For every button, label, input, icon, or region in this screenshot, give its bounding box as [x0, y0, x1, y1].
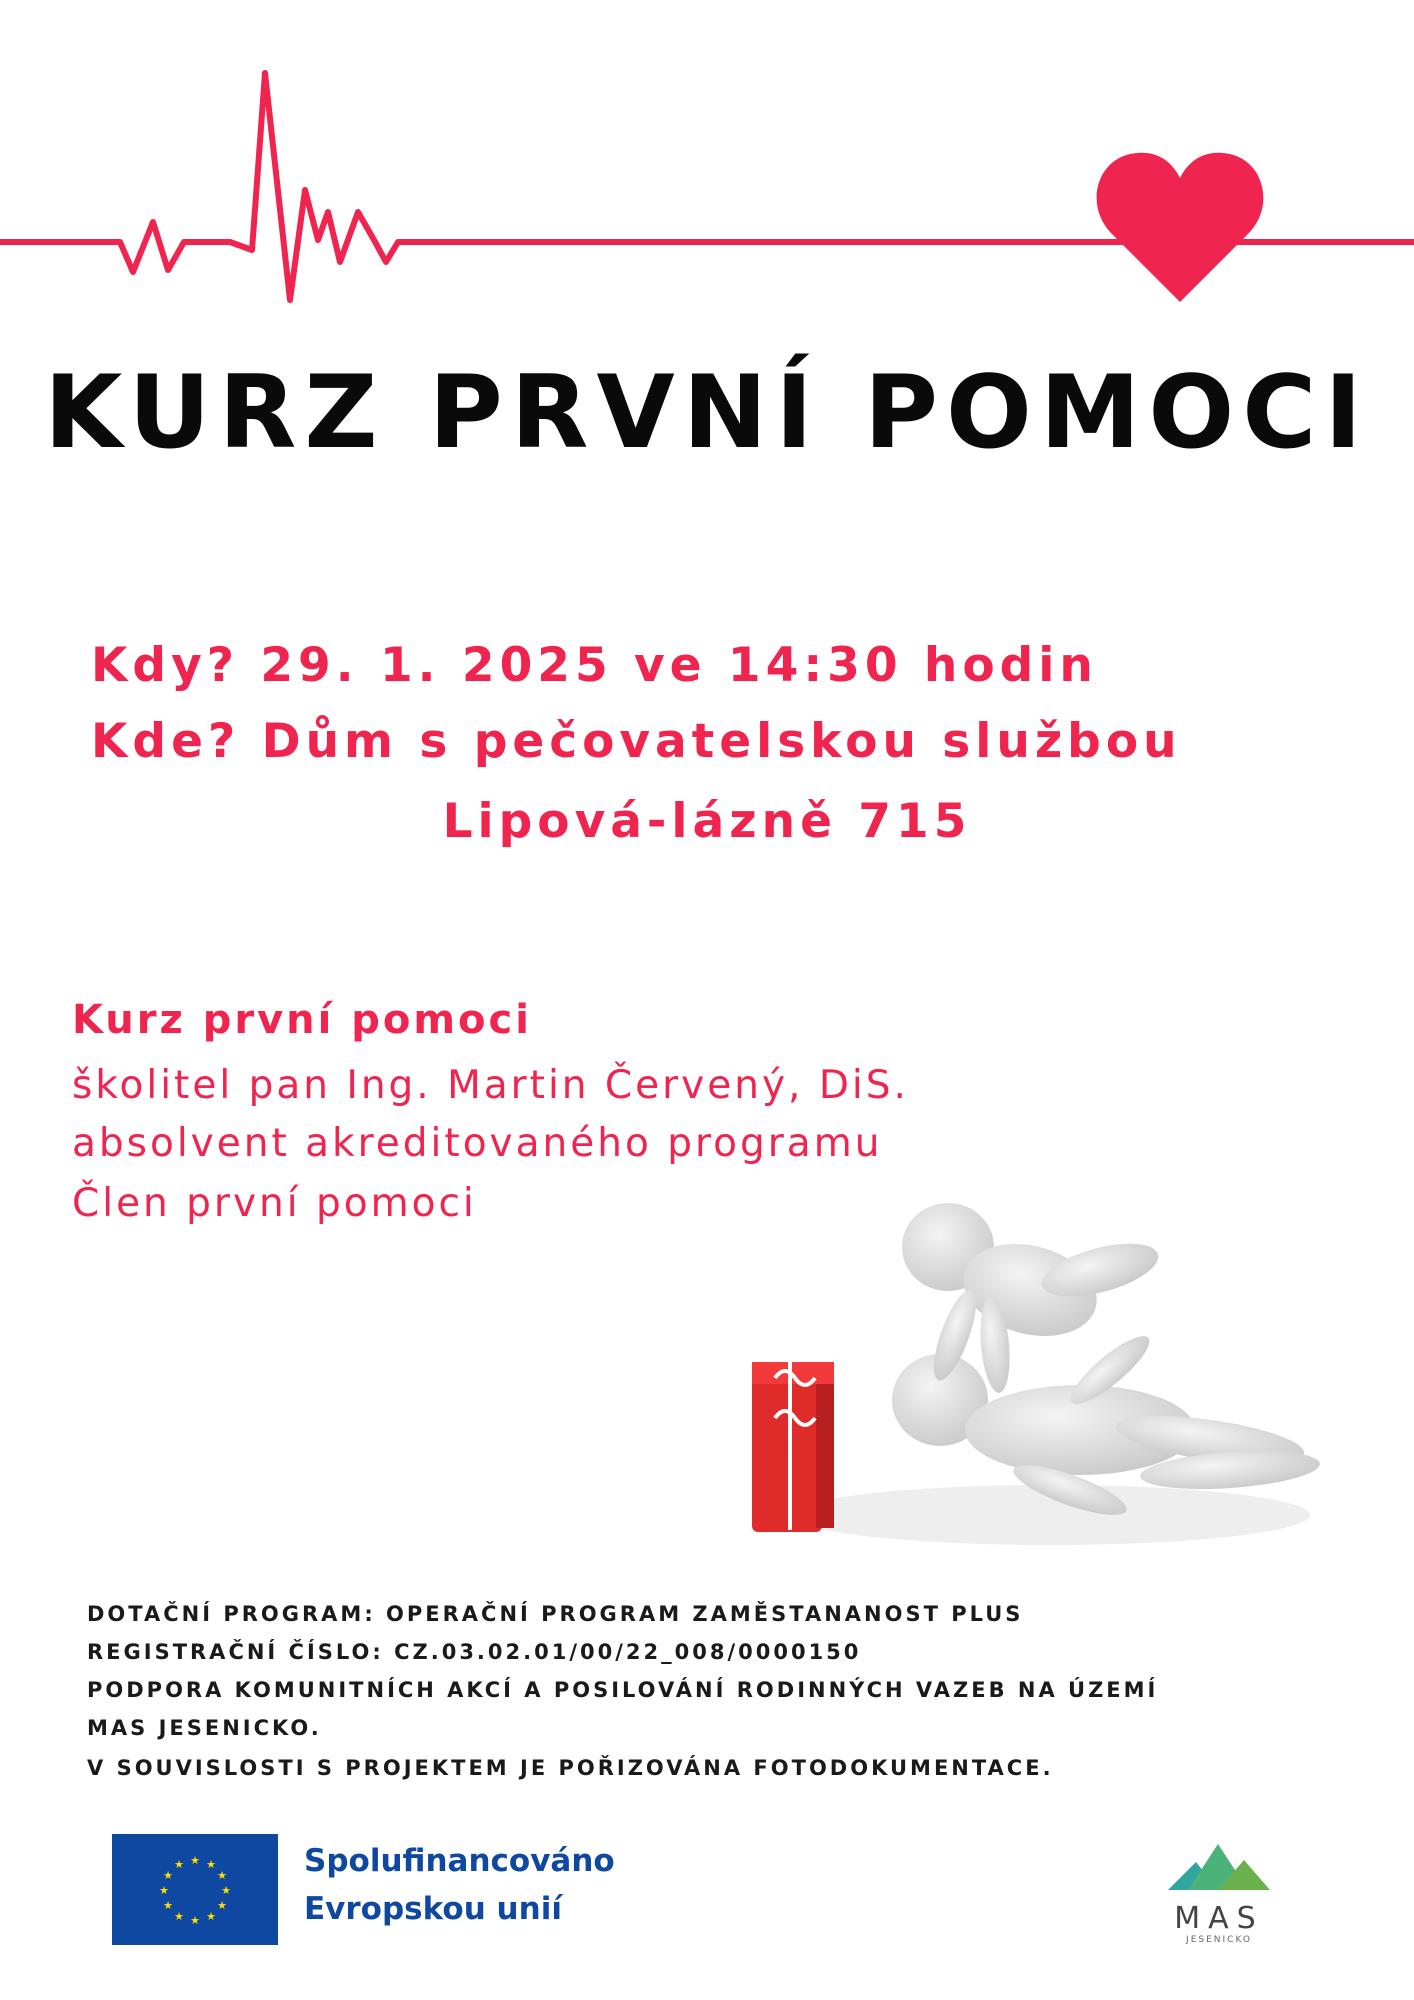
svg-text:★: ★ [174, 1910, 184, 1923]
member-line: Člen první pomoci [72, 1181, 477, 1226]
footer-line: DOTAČNÍ PROGRAM: OPERAČNÍ PROGRAM ZAMĚSTANANOST PLUS [87, 1602, 1024, 1626]
svg-text:★: ★ [190, 1854, 200, 1867]
first-aid-kit-icon [752, 1362, 834, 1532]
eu-cofinanced-line2: Evropskou unií [304, 1891, 562, 1927]
page-title: KURZ PRVNÍ POMOCI [44, 353, 1370, 471]
svg-text:★: ★ [206, 1858, 216, 1871]
mas-name: MAS [1174, 1901, 1264, 1936]
mas-logo [1166, 1838, 1276, 1952]
footer-line: REGISTRAČNÍ ČÍSLO: CZ.03.02.01/00/22_008/0000150 [87, 1640, 862, 1664]
event-address: Lipová-lázně 715 [442, 794, 972, 849]
svg-text:★: ★ [190, 1914, 200, 1927]
footer-line: PODPORA KOMUNITNÍCH AKCÍ A POSILOVÁNÍ RODINNÝCH VAZEB NA ÚZEMÍ [87, 1678, 1159, 1702]
svg-text:★: ★ [221, 1884, 231, 1897]
cpr-illustration [730, 1180, 1350, 1560]
event-where: Kde? Dům s pečovatelskou službou [91, 714, 1182, 769]
heartbeat-line-icon [0, 60, 1414, 310]
eu-cofinanced-line1: Spolufinancováno [304, 1843, 615, 1879]
svg-text:★: ★ [163, 1869, 173, 1882]
trainer-line: školitel pan Ing. Martin Červený, DiS. [72, 1063, 909, 1108]
course-heading: Kurz první pomoci [72, 997, 532, 1043]
footer-line: V SOUVISLOSTI S PROJEKTEM JE POŘIZOVÁNA FOTODOKUMENTACE. [87, 1756, 1054, 1780]
footer-line: MAS JESENICKO. [87, 1716, 322, 1740]
mountains-icon [1166, 1838, 1276, 1948]
svg-text:★: ★ [159, 1884, 169, 1897]
svg-text:★: ★ [174, 1858, 184, 1871]
program-line: absolvent akreditovaného programu [72, 1121, 883, 1166]
svg-text:★: ★ [217, 1899, 227, 1912]
eu-flag-icon [112, 1834, 278, 1945]
mas-sub: JESENICKO [1186, 1935, 1252, 1945]
svg-text:★: ★ [217, 1869, 227, 1882]
svg-text:★: ★ [206, 1910, 216, 1923]
event-when: Kdy? 29. 1. 2025 ve 14:30 hodin [91, 638, 1098, 693]
heart-icon [1097, 153, 1264, 302]
svg-text:★: ★ [163, 1899, 173, 1912]
